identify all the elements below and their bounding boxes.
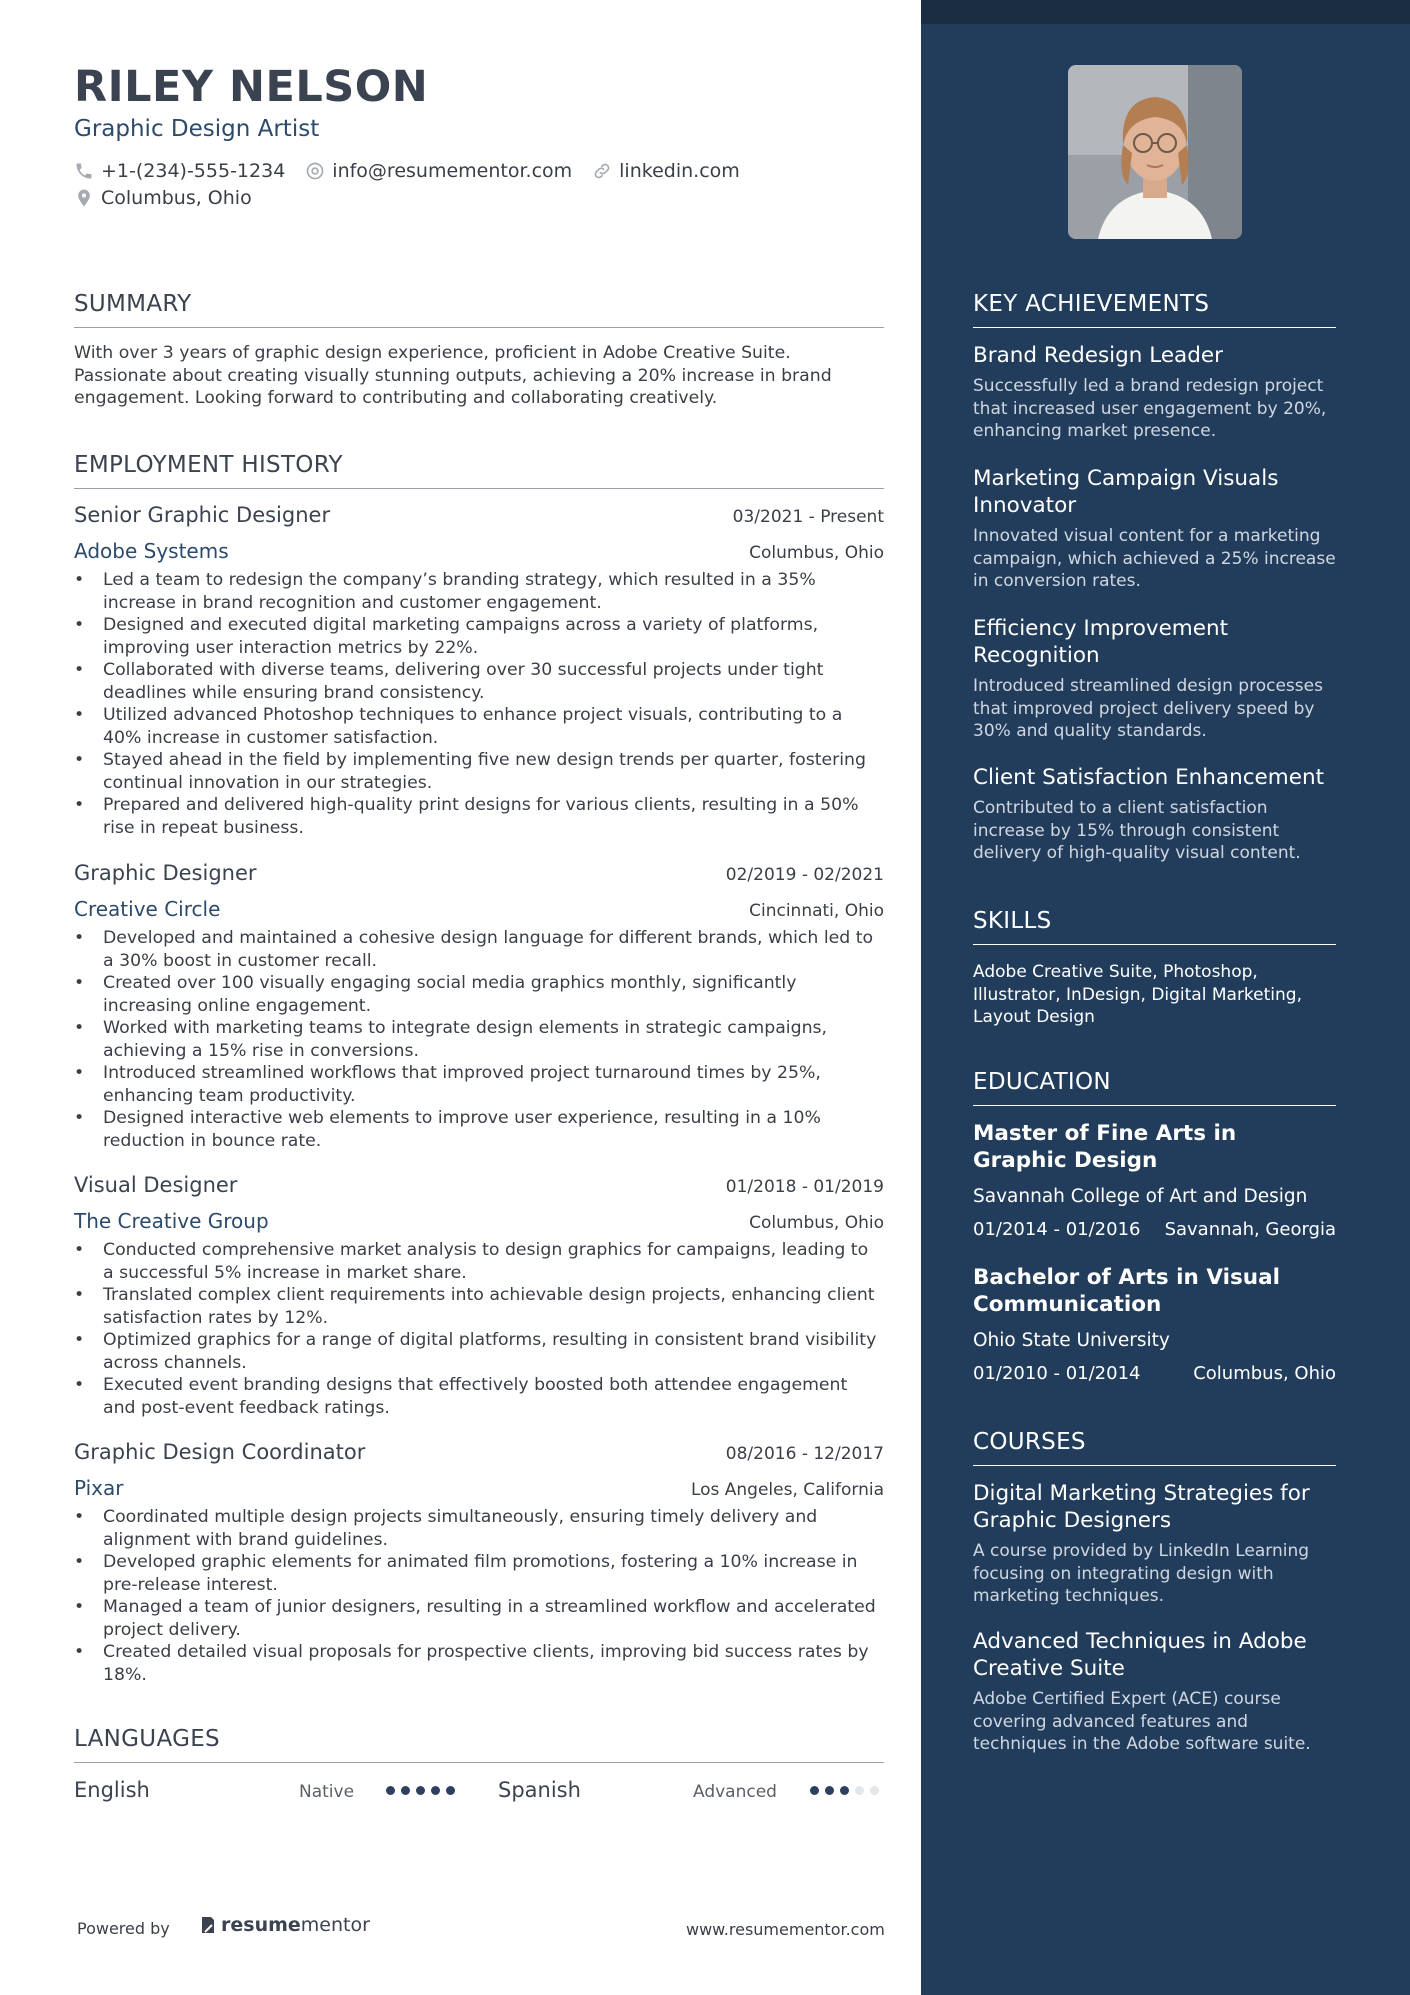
achievement-item <box>973 342 1336 443</box>
bullet-item: • Managed a team of junior designers, resulting in a streamlined workflow and accelerated project delivery. <box>74 1596 884 1641</box>
achievement-title: Efficiency Improvement Recognition <box>973 616 1229 668</box>
bullet-item: • Conducted comprehensive market analysis to design graphics for campaigns, leading to a successful 5% increase in market share. <box>74 1239 884 1284</box>
rating-dot-filled <box>431 1786 440 1795</box>
sidebar-top-band <box>921 0 1410 24</box>
job-location: Cincinnati, Ohio <box>749 901 884 921</box>
phone-icon <box>74 161 94 181</box>
at-icon <box>305 161 325 181</box>
achievement-desc: Successfully led a brand redesign project that increased user engagement by 20%, enhancing market presence. <box>973 376 1327 441</box>
rating-dot-filled <box>840 1786 849 1795</box>
education-dates: 01/2014 - 01/2016 <box>973 1219 1141 1240</box>
bullet-item: • Created over 100 visually engaging social media graphics monthly, significantly increasing online engagement. <box>74 972 884 1017</box>
course-item <box>973 1628 1336 1756</box>
rating-dot-filled <box>386 1786 395 1795</box>
summary-text: With over 3 years of graphic design experience, proficient in Adobe Creative Suite. Passionate about creating visually stunning outputs, achieving a 20% increase in brand engagement. Looking forward to contributing and collaborating creatively. <box>74 343 832 408</box>
job-location: Columbus, Ohio <box>749 543 884 563</box>
course-desc: Adobe Certified Expert (ACE) course covering advanced features and techniques in the Adobe software suite. <box>973 1689 1311 1754</box>
language-rating <box>386 1786 461 1795</box>
language-name: English <box>74 1778 150 1802</box>
powered-by-text: Powered by <box>77 1919 170 1938</box>
employment-heading: EMPLOYMENT HISTORY <box>74 452 884 489</box>
email-contact[interactable] <box>305 160 572 182</box>
rating-dot-filled <box>401 1786 410 1795</box>
achievement-title: Marketing Campaign Visuals Innovator <box>973 466 1279 518</box>
logo-text-light: mentor <box>300 1914 370 1936</box>
company-name: The Creative Group <box>74 1209 269 1233</box>
job-title: Visual Designer <box>74 1173 238 1197</box>
bullet-item: • Optimized graphics for a range of digital platforms, resulting in consistent brand visibility across channels. <box>74 1329 884 1374</box>
rating-dot-filled <box>810 1786 819 1795</box>
bullet-item: • Collaborated with diverse teams, delivering over 30 successful projects under tight deadlines while ensuring brand consistency. <box>74 659 884 704</box>
job-bullets <box>74 1239 884 1419</box>
bullet-item: • Led a team to redesign the company’s branding strategy, which resulted in a 35% increase in brand recognition and customer engagement. <box>74 569 884 614</box>
company-name: Creative Circle <box>74 897 221 921</box>
achievement-item <box>973 465 1336 593</box>
location-line <box>74 187 272 209</box>
linkedin-text: linkedin.com <box>619 160 740 182</box>
course-title: Advanced Techniques in Adobe Creative Suite <box>973 1629 1307 1681</box>
job-title: Senior Graphic Designer <box>74 503 331 527</box>
education-degree: Master of Fine Arts in Graphic Design <box>973 1121 1237 1173</box>
summary-heading: SUMMARY <box>74 291 884 328</box>
language-level: Advanced <box>693 1782 777 1802</box>
education-school: Savannah College of Art and Design <box>973 1186 1308 1207</box>
job-bullets <box>74 569 884 839</box>
rating-dot-empty <box>855 1786 864 1795</box>
linkedin-contact[interactable] <box>592 160 740 182</box>
education-degree: Bachelor of Arts in Visual Communication <box>973 1265 1280 1317</box>
bullet-item: • Utilized advanced Photoshop techniques to enhance project visuals, contributing to a 40% increase in customer satisfaction. <box>74 704 884 749</box>
job-bullets <box>74 927 884 1152</box>
education-dates: 01/2010 - 01/2014 <box>973 1363 1141 1384</box>
job-title: Graphic Design Coordinator <box>74 1440 366 1464</box>
candidate-name: RILEY NELSON <box>74 62 429 112</box>
achievement-desc: Introduced streamlined design processes that improved project delivery speed by 30% and quality standards. <box>973 676 1323 741</box>
bullet-item: • Prepared and delivered high-quality print designs for various clients, resulting in a 50% rise in repeat business. <box>74 794 884 839</box>
skills-text: Adobe Creative Suite, Photoshop, Illustrator, InDesign, Digital Marketing, Layout Design <box>973 962 1302 1027</box>
rating-dot-filled <box>416 1786 425 1795</box>
phone-contact[interactable] <box>74 160 285 182</box>
bullet-item: • Translated complex client requirements into achievable design projects, enhancing client satisfaction rates by 12%. <box>74 1284 884 1329</box>
skills-heading: SKILLS <box>973 908 1336 945</box>
job-location: Columbus, Ohio <box>749 1213 884 1233</box>
education-school: Ohio State University <box>973 1330 1170 1351</box>
course-item <box>973 1480 1336 1608</box>
logo-text-bold: resume <box>221 1914 301 1936</box>
job-bullets <box>74 1506 884 1686</box>
languages-list <box>74 1776 884 1806</box>
courses-heading: COURSES <box>973 1429 1336 1466</box>
phone-text: +1-(234)-555-1234 <box>101 160 286 182</box>
job-title: Graphic Designer <box>74 861 257 885</box>
location-pin-icon <box>74 187 94 209</box>
education-heading: EDUCATION <box>973 1069 1336 1106</box>
job-location: Los Angeles, California <box>690 1480 884 1500</box>
job-dates: 03/2021 - Present <box>732 507 884 527</box>
job-dates: 01/2018 - 01/2019 <box>725 1177 884 1197</box>
location-contact <box>74 187 252 209</box>
company-name: Pixar <box>74 1476 124 1500</box>
link-icon <box>592 161 612 181</box>
rating-dot-empty <box>870 1786 879 1795</box>
location-text: Columbus, Ohio <box>101 187 252 209</box>
bullet-item: • Designed and executed digital marketing campaigns across a variety of platforms, improving user interaction metrics by 22%. <box>74 614 884 659</box>
profile-photo <box>1068 65 1242 239</box>
achievements-heading: KEY ACHIEVEMENTS <box>973 291 1336 328</box>
candidate-title: Graphic Design Artist <box>74 116 320 142</box>
job-entry <box>74 1440 884 1686</box>
portrait-image <box>1068 65 1242 239</box>
resumementor-logo[interactable] <box>199 1914 370 1936</box>
achievement-item <box>973 764 1336 865</box>
education-item <box>973 1264 1336 1384</box>
language-name: Spanish <box>498 1778 581 1802</box>
bullet-item: • Coordinated multiple design projects simultaneously, ensuring timely delivery and alignment with brand guidelines. <box>74 1506 884 1551</box>
company-name: Adobe Systems <box>74 539 229 563</box>
education-item <box>973 1120 1336 1240</box>
bullet-item: • Created detailed visual proposals for prospective clients, improving bid success rates by 18%. <box>74 1641 884 1686</box>
sidebar <box>921 0 1410 1995</box>
job-dates: 08/2016 - 12/2017 <box>725 1444 884 1464</box>
education-location: Columbus, Ohio <box>1193 1363 1336 1384</box>
footer-url[interactable]: www.resumementor.com <box>686 1920 885 1939</box>
bullet-item: • Designed interactive web elements to improve user experience, resulting in a 10% reduction in bounce rate. <box>74 1107 884 1152</box>
resumementor-logo-icon <box>199 1915 217 1935</box>
bullet-item: • Worked with marketing teams to integrate design elements in strategic campaigns, achieving a 15% rise in conversions. <box>74 1017 884 1062</box>
job-entry <box>74 861 884 1152</box>
job-entry <box>74 503 884 839</box>
job-entry <box>74 1173 884 1419</box>
language-rating <box>810 1786 885 1795</box>
rating-dot-filled <box>825 1786 834 1795</box>
contact-line <box>74 160 760 182</box>
achievement-title: Client Satisfaction Enhancement <box>973 765 1325 790</box>
achievement-desc: Contributed to a client satisfaction increase by 15% through consistent delivery of high-quality visual content. <box>973 798 1301 863</box>
course-title: Digital Marketing Strategies for Graphic Designers <box>973 1481 1310 1533</box>
achievement-item <box>973 615 1336 743</box>
language-level: Native <box>299 1782 355 1802</box>
bullet-item: • Executed event branding designs that effectively boosted both attendee engagement and post-event feedback ratings. <box>74 1374 884 1419</box>
bullet-item: • Introduced streamlined workflows that improved project turnaround times by 25%, enhancing team productivity. <box>74 1062 884 1107</box>
bullet-item: • Developed graphic elements for animated film promotions, fostering a 10% increase in pre-release interest. <box>74 1551 884 1596</box>
job-dates: 02/2019 - 02/2021 <box>725 865 884 885</box>
course-desc: A course provided by LinkedIn Learning focusing on integrating design with marketing techniques. <box>973 1541 1310 1606</box>
education-location: Savannah, Georgia <box>1164 1219 1336 1240</box>
languages-heading: LANGUAGES <box>74 1726 884 1763</box>
email-text: info@resumementor.com <box>332 160 573 182</box>
achievement-title: Brand Redesign Leader <box>973 343 1223 368</box>
bullet-item: • Developed and maintained a cohesive design language for different brands, which led to a 30% boost in customer recall. <box>74 927 884 972</box>
rating-dot-filled <box>446 1786 455 1795</box>
achievement-desc: Innovated visual content for a marketing campaign, which achieved a 25% increase in conversion rates. <box>973 526 1336 591</box>
bullet-item: • Stayed ahead in the field by implementing five new design trends per quarter, fostering continual innovation in our strategies. <box>74 749 884 794</box>
